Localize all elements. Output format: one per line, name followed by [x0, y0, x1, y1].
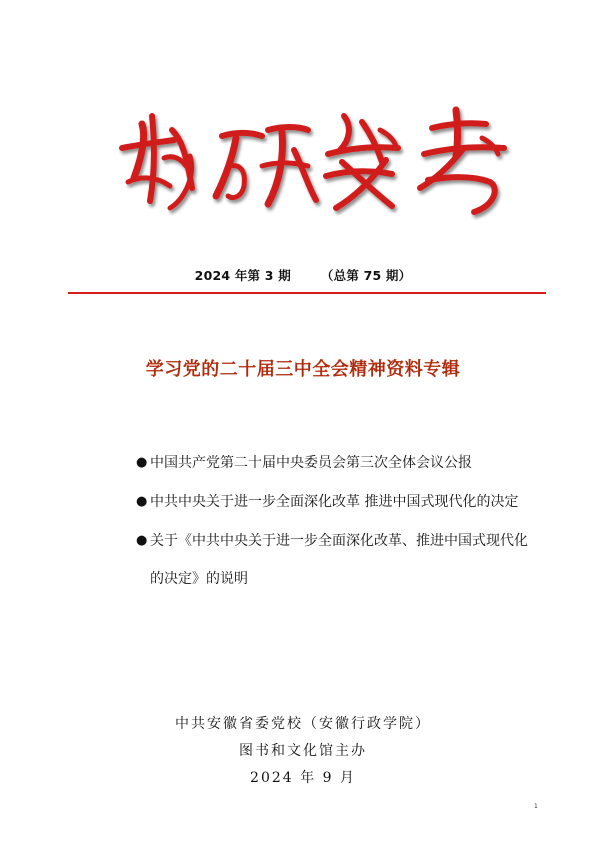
toc-item[interactable]	[136, 531, 556, 589]
calligraphy-glyph-4	[420, 110, 504, 212]
calligraphy-glyph-2	[216, 127, 316, 204]
issue-total-number: （总第 75 期）	[320, 268, 412, 283]
toc-item-title: 关于《中共中央关于进一步全面深化改革、推进中国式现代化	[150, 533, 528, 549]
toc-item-title: 中共中央关于进一步全面深化改革 推进中国式现代化的决定	[150, 494, 519, 510]
calligraphy-glyph-1	[122, 116, 192, 208]
publication-date: 2024 年 9 月	[250, 770, 356, 786]
masthead-calligraphy-logo	[112, 96, 512, 226]
toc-item[interactable]	[136, 453, 556, 473]
masthead-logo-svg	[112, 96, 512, 226]
publisher-department: 图书和文化馆主办	[239, 743, 367, 759]
table-of-contents	[136, 453, 556, 608]
header-divider-line	[68, 292, 546, 294]
publisher-name: 中共安徽省委党校（安徽行政学院）	[175, 716, 431, 732]
issue-info	[0, 266, 606, 284]
toc-item[interactable]	[136, 492, 556, 512]
bullet-icon: ●	[136, 455, 148, 470]
bullet-icon: ●	[136, 494, 148, 509]
publisher-block	[0, 713, 606, 794]
toc-item-title: 中国共产党第二十届中央委员会第三次全体会议公报	[150, 455, 472, 471]
page-number: 1	[534, 803, 538, 810]
calligraphy-glyph-3	[326, 116, 398, 208]
toc-item-title-continued: 的决定》的说明	[150, 571, 248, 587]
special-issue-title: 学习党的二十届三中全会精神资料专辑	[145, 359, 461, 380]
bullet-icon: ●	[136, 533, 148, 548]
issue-number: 2024 年第 3 期	[194, 268, 291, 283]
